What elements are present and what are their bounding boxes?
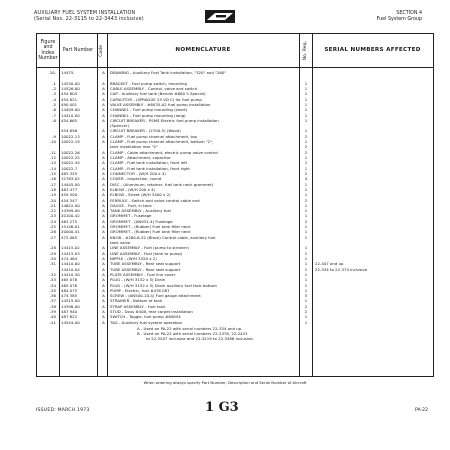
nomenclature-cell: GROMMET - (Rubber) Fuel tank filler neck [110, 224, 191, 230]
part-number-cell: 12763-02 [61, 176, 80, 182]
index-number-cell: -8 [52, 117, 56, 123]
index-number-cell: -23 [49, 213, 56, 219]
part-number-cell: 10022-19 [61, 139, 80, 145]
code-cell: A [102, 197, 105, 203]
nomenclature-cell: CONNECTOR - (W/H 200 x 4) [110, 170, 166, 176]
index-number-cell: -17 [49, 181, 56, 187]
index-number-cell: -41 [49, 319, 56, 325]
index-number-cell: -24 [49, 218, 56, 224]
part-number-cell: 10022-25 [61, 155, 80, 160]
code-cell: A [102, 165, 105, 171]
quantity-cell: 1 [304, 117, 308, 123]
nomenclature-cell: GAUGE - Fuel, in tank [110, 202, 152, 208]
part-number-cell: 14399-00 [61, 208, 80, 214]
nomenclature-cell: CAPACITOR - (SPRAGUE 25 VD C) for fuel pump [110, 96, 202, 102]
nomenclature-cell: CIRCUIT BREAKER - PSMS Electric fuel pump installation [110, 117, 219, 123]
nomenclature-cell: CLAMP - Attachment, capacitor [110, 155, 171, 160]
nomenclature-cell: CHANNEL - Fuel pump mounting (long) [110, 112, 186, 118]
index-number-cell: -35 [49, 287, 56, 293]
part-number-cell: 14475- [61, 70, 75, 75]
quantity-cell: 1 [304, 202, 308, 208]
section-sub: Fuel System Group [376, 17, 422, 22]
quantity-cell: 1 [304, 80, 308, 86]
code-cell: A [102, 287, 105, 293]
code-cell: A [102, 149, 105, 155]
index-number-cell: -19 [49, 192, 56, 198]
code-cell: A [102, 107, 105, 113]
quantity-cell: 2 [304, 149, 308, 155]
quantity-cell: 1 [304, 96, 308, 102]
part-number-cell: 463 477 [61, 186, 78, 192]
nomenclature-cell: STRAINER - Bottom of tank [110, 298, 163, 304]
part-number-cell: 20000-41 [61, 229, 80, 235]
code-cell: A [102, 181, 105, 187]
index-number-cell: -18 [49, 186, 56, 192]
part-number-cell: 490 001 [61, 101, 78, 107]
quantity-cell: 1 [304, 186, 308, 192]
code-cell: A [102, 250, 105, 256]
quantity-cell: 1 [304, 224, 308, 230]
code-cell: A [102, 261, 105, 267]
nomenclature-cell: BRACKET - Fuel pump switch, mounting [110, 80, 187, 86]
nomenclature-cell: PLATE ASSEMBLY - Fuel line cover [110, 271, 176, 277]
note-line: B - Used on PA-22 with serial numbers 22-2378, 22-2425 [137, 331, 248, 337]
nomenclature-cell: VALVE ASSEMBLY - #6035-A2 fuel pump installation [110, 101, 211, 107]
part-number-cell: 487 940 [61, 309, 78, 315]
part-number-cell: 484 075 [61, 287, 78, 293]
nomenclature-cell: LINE ASSEMBLY - Fuel (tank to pump) [110, 250, 183, 256]
nomenclature-cell: ELBOW - Street (W/H 3400 x 2) [110, 192, 171, 198]
index-number-cell: -1 [52, 80, 56, 86]
nomenclature-cell: KNOB - #280-6-32 (Black) Control cable, auxiliary fuel [110, 234, 216, 240]
index-number-cell: -28 [49, 245, 56, 251]
nomenclature-cell: DRAWING - Auxiliary Fuel Tank Installation, "320" and "260" [110, 70, 227, 75]
part-number-cell: 454 347 [61, 197, 78, 203]
part-number-cell: 14410-00 [61, 261, 80, 267]
nomenclature-cell: GROMMET - (Rubber) Fuel tank filler neck [110, 229, 191, 235]
part-number-cell: 14410-04 [61, 266, 80, 272]
code-cell: A [102, 155, 105, 160]
part-number-cell: 14526-00 [61, 85, 80, 91]
quantity-cell: 1 [304, 181, 308, 187]
quantity-cell: 2 [304, 303, 308, 309]
code-cell: A [102, 85, 105, 91]
quantity-cell: 1 [304, 255, 308, 261]
quantity-cell: 1 [304, 139, 308, 145]
nomenclature-cell: TUBE ASSEMBLY - Rear seat support [110, 261, 181, 267]
quantity-cell: 1 [304, 91, 308, 97]
index-number-cell: -15 [49, 170, 56, 176]
index-number-cell: -32 [49, 271, 56, 277]
quantity-cell: 1 [304, 165, 308, 171]
quantity-cell: 1 [304, 287, 308, 293]
section-label: SECTION 4 [396, 11, 422, 16]
code-cell: A [102, 91, 105, 97]
part-number-cell: 14544-00 [61, 319, 80, 325]
index-number-cell: -37 [49, 298, 56, 304]
parts-table [36, 33, 434, 377]
col-qty-header [299, 34, 312, 67]
code-cell: A [102, 170, 105, 176]
nomenclature-cell: TANK ASSEMBLY - Auxiliary fuel [110, 208, 171, 214]
table-row [37, 320, 433, 325]
index-number-cell: -2 [52, 85, 56, 91]
nomenclature-cell: CLAMP - Fuel tank installation, front left [110, 160, 188, 166]
nomenclature-cell: COVER - Inspection, round [110, 176, 162, 182]
col-serial-header: SERIAL NUMBERS AFFECTED [324, 46, 421, 53]
quantity-cell: 2 [304, 144, 308, 150]
index-number-cell: -3 [52, 91, 56, 97]
index-number-cell: -22 [49, 208, 56, 214]
index-number-cell: -14 [49, 165, 56, 171]
quantity-cell: 1 [304, 250, 308, 256]
part-number-cell: 14415-02 [61, 245, 80, 251]
table-body [37, 70, 433, 325]
page-number: 1 G3 [205, 400, 239, 415]
part-number-cell: 454 665 [61, 117, 78, 123]
index-number-cell: -27 [49, 234, 56, 240]
code-cell: A [102, 80, 105, 86]
code-cell: A [102, 133, 105, 139]
nomenclature-cell: ELBOW - (W/H 200 x 4) [110, 186, 156, 192]
part-number-cell: 14409-00 [61, 107, 80, 113]
quantity-cell: 1 [304, 229, 308, 235]
part-number-cell: 454 656 [61, 128, 78, 134]
code-cell: A [102, 213, 105, 219]
code-cell: A [102, 266, 105, 272]
nomenclature-cell: CHANNEL - Fuel pump mounting (short) [110, 107, 188, 113]
quantity-cell: 1 [304, 128, 308, 134]
part-number-cell: 459 500 [61, 192, 78, 198]
quantity-cell: 2 [304, 197, 308, 203]
part-number-cell: 473 065 [61, 234, 78, 240]
index-number-cell: -33 [49, 277, 56, 283]
part-number-cell: 14398-00 [61, 303, 80, 309]
nomenclature-cell: PLUG - (W/H 3152 x 5) Drain auxiliary fuel tank bottom [110, 282, 217, 288]
nomenclature-cell: GROMMET - Fuselage [110, 213, 152, 219]
part-number-cell: 463 275 [61, 218, 78, 224]
nomenclature-cell: CLAMP - Fuel pump channel attachment, bottom "2"; [110, 139, 214, 145]
quantity-cell: 1 [304, 112, 308, 118]
code-cell: A [102, 255, 105, 261]
nomenclature-cell: SCREW - (AN500-10-4) Fuel gauge attachment [110, 293, 201, 299]
index-number-cell: -13 [49, 160, 56, 166]
code-cell: A [102, 186, 105, 192]
code-cell: A [102, 192, 105, 198]
code-cell: A [102, 160, 105, 166]
nomenclature-cell: LINE ASSEMBLY - Fuel (pump to strainer) [110, 245, 189, 251]
code-cell: A [102, 202, 105, 208]
quantity-cell: 1 [304, 245, 308, 251]
quantity-cell: 1 [304, 277, 308, 283]
code-cell: A [102, 271, 105, 277]
part-number-cell: 463 355 [61, 170, 78, 176]
notes [137, 326, 327, 342]
quantity-cell: 4 [304, 176, 308, 182]
part-number-cell: 20100-42 [61, 213, 80, 219]
part-number-cell: 10022-26 [61, 149, 80, 155]
issued-date: ISSUED: MARCH 1973 [36, 408, 90, 413]
part-number-cell: 10022-34 [61, 160, 80, 166]
part-number-cell: 14445-00 [61, 181, 80, 187]
nomenclature-cell: FERRULE - Switch and valve control cable end [110, 197, 200, 203]
index-number-cell: -26 [49, 229, 56, 235]
nomenclature-cell: CABLE ASSEMBLY - Control, valve and switch [110, 85, 198, 91]
quantity-cell: 1 [304, 298, 308, 304]
part-number-cell: 15146-01 [61, 224, 80, 230]
nomenclature-cell: CIRCUIT BREAKER - (2700-5) (Wood) [110, 128, 181, 134]
index-number-cell: -30 [49, 255, 56, 261]
part-number-cell: 465 078 [61, 282, 78, 288]
nomenclature-cell: DISC - (Aluminum, retainer, fuel tank neck grommet) [110, 181, 214, 187]
part-number-cell: 10022-7 [61, 165, 78, 171]
nomenclature-cell: PLUG - (W/H 3152 x 5) Drain [110, 277, 166, 283]
part-number-cell: 14622-00 [61, 202, 80, 208]
part-number-cell: 14415-03 [61, 250, 80, 256]
code-cell: A [102, 96, 105, 102]
index-number-cell: -6 [52, 107, 56, 113]
piper-logo-icon [205, 10, 235, 23]
serial-numbers-cell: 22-334 to 22-374 inclusive [315, 266, 368, 272]
quantity-cell: 1 [304, 101, 308, 107]
index-number-cell: -12 [49, 155, 56, 160]
quantity-cell: 1 [304, 107, 308, 113]
code-cell: A [102, 70, 105, 75]
index-number-cell: -31 [49, 261, 56, 267]
nomenclature-cell: STRAP ASSEMBLY - Fuel tank [110, 303, 166, 309]
code-cell: A [102, 298, 105, 304]
header-right [377, 11, 422, 23]
code-cell: A [102, 303, 105, 309]
index-number-cell: -38 [49, 303, 56, 309]
nomenclature-cell: STUD - Dzus #408, rear carpet installation [110, 309, 193, 315]
col-qty-text: No. Req. [302, 40, 308, 61]
code-cell: A [102, 117, 105, 123]
code-cell: A [102, 282, 105, 288]
nomenclature-cell: (Spencer) [110, 123, 129, 129]
part-number-cell: 14410-30 [61, 271, 80, 277]
quantity-cell: 1 [304, 234, 308, 240]
code-cell: A [102, 139, 105, 145]
code-cell: A [102, 112, 105, 118]
col-nomenclature-header: NOMENCLATURE [175, 46, 231, 53]
page-reference: PA-22 [414, 408, 428, 413]
header-serials: (Serial Nos. 22-3115 to 22-3443 inclusive) [34, 17, 144, 22]
index-number-cell: -5 [52, 101, 56, 107]
quantity-cell: 1 [304, 314, 308, 320]
quantity-cell: 2 [304, 309, 308, 315]
index-number-cell: -16 [49, 176, 56, 182]
quantity-cell: 2 [304, 218, 308, 224]
code-cell: A [102, 229, 105, 235]
part-number-cell: 14515-00 [61, 298, 80, 304]
serial-numbers-cell: 22-407 and up [315, 261, 344, 267]
part-number-cell: 487 622 [61, 314, 78, 320]
quantity-cell: 1 [304, 192, 308, 198]
code-cell: A [102, 101, 105, 107]
nomenclature-cell: CLAMP - Cable attachment, electric pump valve control [110, 149, 218, 155]
index-number-cell: -39 [49, 309, 56, 315]
index-number-cell: -25 [49, 224, 56, 230]
footer-note: When ordering always specify Part Number, Description and Serial Number of Aircraft [143, 380, 307, 385]
quantity-cell: 1 [304, 271, 308, 277]
index-number-cell: -11 [49, 149, 56, 155]
index-number-cell: -29 [49, 250, 56, 256]
nomenclature-cell: SWITCH - Toggle, fuel pump #60854 [110, 314, 181, 320]
quantity-cell: 1 [304, 160, 308, 166]
nomenclature-cell: tank installation rear "2" [110, 144, 158, 150]
code-cell: A [102, 128, 105, 134]
quantity-cell: 2 [304, 170, 308, 176]
col-part-header: Part Number [62, 47, 94, 53]
part-number-cell: 454 621 [61, 96, 78, 102]
code-cell: A [102, 314, 105, 320]
nomenclature-cell: NIPPLE - (W/H 3320 x 2) [110, 255, 157, 261]
part-number-cell: 454 604 [61, 91, 78, 97]
code-cell: A [102, 293, 105, 299]
part-number-cell: 10022-13 [61, 133, 80, 139]
code-cell: A [102, 277, 105, 283]
nomenclature-cell: CLAMP - Fuel pump channel attachment, top [110, 133, 197, 139]
index-number-cell: -4 [52, 96, 56, 102]
nomenclature-cell: tank valve [110, 240, 131, 245]
col-code-header [97, 34, 107, 67]
part-number-cell: 465 078 [61, 277, 78, 283]
nomenclature-cell: GROMMET - (AN931-4) Fuselage [110, 218, 173, 224]
col-code-text: Code [99, 44, 105, 57]
header-title: AUXILIARY FUEL SYSTEM INSTALLATION [34, 11, 136, 16]
code-cell: A [102, 224, 105, 230]
index-number-cell: -10 [49, 139, 56, 145]
quantity-cell: 1 [304, 261, 308, 267]
quantity-cell: 1 [304, 208, 308, 214]
code-cell: A [102, 176, 105, 182]
header-left [34, 11, 144, 23]
nomenclature-cell: CAP - Auxiliary fuel tank (Bendix #680 5 Special) [110, 91, 206, 97]
code-cell: A [102, 319, 105, 325]
quantity-cell: 5 [304, 293, 308, 299]
quantity-cell: 1 [304, 213, 308, 219]
col-figure-header: Figure and Index Number [38, 39, 58, 61]
nomenclature-cell: CLAMP - Fuel tank installation, front right [110, 165, 190, 171]
quantity-cell: 1 [304, 85, 308, 91]
code-cell: A [102, 309, 105, 315]
code-cell: A [102, 234, 105, 240]
code-cell: A [102, 218, 105, 224]
index-number-cell: -7 [52, 112, 56, 118]
part-number-cell: 14410-00 [61, 112, 80, 118]
note-line: A - Used on PA-22 with serial numbers 22-334 and up. [137, 326, 243, 331]
index-number-cell: -40 [49, 314, 56, 320]
quantity-cell: 1 [304, 282, 308, 288]
index-number-cell: -9 [52, 133, 56, 139]
index-number-cell: -36 [49, 293, 56, 299]
part-number-cell: 14530-00 [61, 80, 80, 86]
quantity-cell: 2 [304, 133, 308, 139]
nomenclature-cell: PUMP - Electric, fuel #476 087 [110, 287, 170, 293]
index-number-cell: -21 [49, 202, 56, 208]
code-cell: A [102, 208, 105, 214]
index-number-cell: -34 [49, 282, 56, 288]
quantity-cell: 1 [304, 319, 308, 325]
code-cell: A [102, 245, 105, 251]
index-number-cell: 20- [49, 70, 56, 75]
nomenclature-cell: TUBE ASSEMBLY - Rear seat support [110, 266, 181, 272]
index-number-cell: -20 [49, 197, 56, 203]
part-number-cell: 474 385 [61, 293, 78, 299]
quantity-cell: 1 [304, 155, 308, 160]
quantity-cell: 1 [304, 266, 308, 272]
part-number-cell: 474 484 [61, 255, 78, 261]
nomenclature-cell: TAG - Auxiliary fuel system operation [110, 319, 183, 325]
note-line: to 22-3207 inclusive and 22-3219 to 22-3386 inclusive. [146, 336, 254, 342]
